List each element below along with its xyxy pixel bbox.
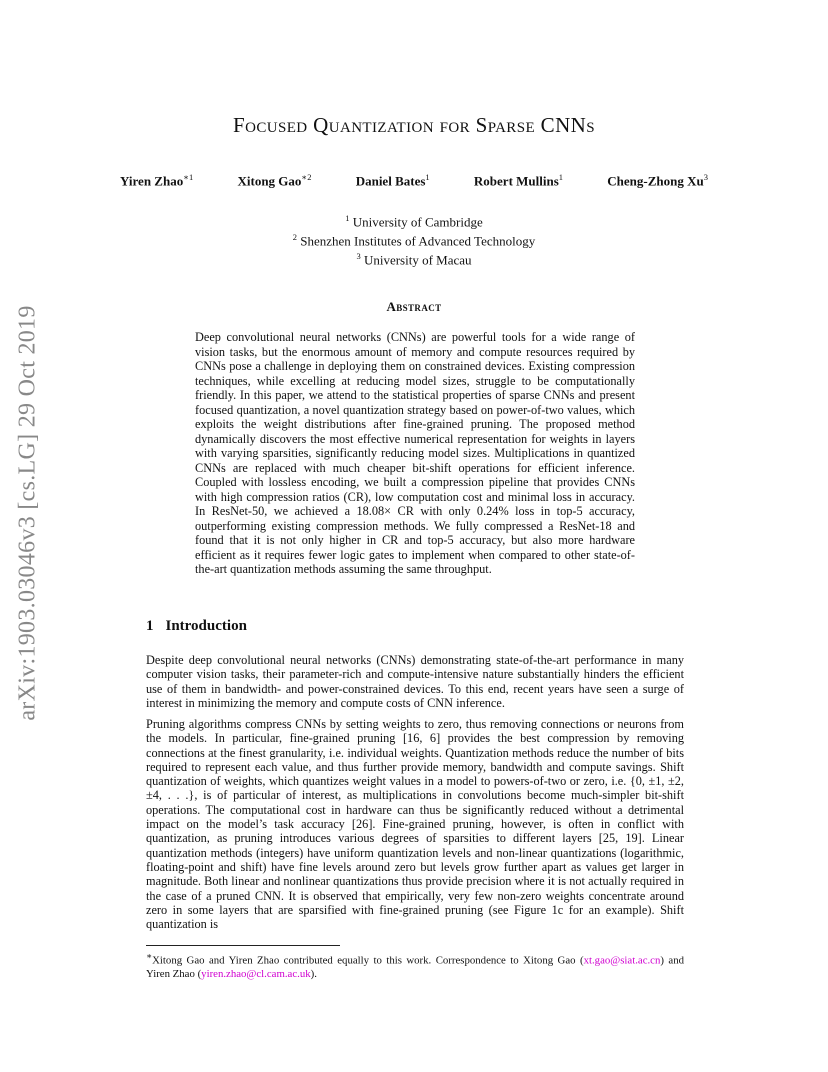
body-paragraph: Pruning algorithms compress CNNs by setting weights to zero, thus removing connections or neurons from the models. In particular, fine-grained pruning [16, 6] provides the best compression by removing connections at the finest granularity, i.e. individual weights. Quantization methods reduce the number of bits required to represent each value, and thus further provide memory, bandwidth and compute savings. Shift quantization of weights, which quantizes weight values in a model to powers-of-two or zero, i.e. {0, ±1, ±2, ±4, . . .}, is of particular of interest, as multiplications in convolutions become much-simpler bit-shift operations. The computational cost in hardware can thus be significantly reduced without a detrimental impact on the model’s task accuracy [26]. Fine-grained pruning, however, is often in conflict with quantization, as pruning introduces various degrees of sparsities to different layers [25, 19]. Linear quantization methods (integers) have uniform quantization levels and non-linear quantizations (logarithmic, floating-point and shift) have fine levels around zero but levels grow further apart as values get larger in magnitude. Both linear and nonlinear quantizations thus provide precision where it is not actually required in the case of a pruned CNN. It is observed that empirically, very few non-zero weights concentrate around zero in some layers that are sparsified with fine-grained pruning (see Figure 1c for an example). Shift quantization is bbox=[146, 717, 684, 932]
author-mark: 3 bbox=[703, 172, 708, 182]
affiliation bbox=[0, 211, 828, 230]
paper-title: Focused Quantization for Sparse CNNs bbox=[233, 113, 595, 137]
author-mark: 1 bbox=[558, 172, 564, 182]
footnote-text: Xitong Gao and Yiren Zhao contributed equally to this work. Correspondence to Xitong Gao ( bbox=[152, 954, 584, 967]
affiliation-number: 2 bbox=[292, 231, 298, 242]
footnote bbox=[146, 950, 684, 982]
author-mark: ∗2 bbox=[301, 172, 312, 182]
affiliation-number: 1 bbox=[345, 213, 350, 223]
author-name: Yiren Zhao bbox=[120, 173, 184, 189]
email-link[interactable]: xt.gao@siat.ac.cn bbox=[583, 954, 661, 967]
section-title: Introduction bbox=[165, 618, 247, 634]
footnote-text: ) and Yiren Zhao ( bbox=[146, 954, 684, 981]
section-heading bbox=[146, 618, 247, 635]
author-name: Cheng-Zhong Xu bbox=[607, 173, 704, 189]
author-mark: 1 bbox=[425, 172, 430, 182]
footnote-text: ). bbox=[310, 968, 317, 981]
author bbox=[474, 172, 563, 189]
author bbox=[356, 172, 430, 189]
author bbox=[607, 172, 708, 189]
section-number: 1 bbox=[146, 618, 154, 634]
footnote-mark: ∗ bbox=[146, 951, 153, 961]
abstract-text: Deep convolutional neural networks (CNNs) are powerful tools for a wide range of vision tasks, but the enormous amount of memory and compute resources required by CNNs pose a challenge in deploying them on constrained devices. Existing compression techniques, while excelling at reducing model sizes, struggle to be computationally friendly. In this paper, we attend to the statistical properties of sparse CNNs and present focused quantization, a novel quantization strategy based on power-of-two values, which exploits the weight distributions after fine-grained pruning. The proposed method dynamically discovers the most effective numerical representation for weights in layers with varying sparsities, significantly reducing model sizes. Multiplications in quantized CNNs are replaced with much cheaper bit-shift operations for efficient inference. Coupled with lossless encoding, we built a compression pipeline that provides CNNs with high compression ratios (CR), low computation cost and minimal loss in accuracy. In ResNet-50, we achieved a 18.08× CR with only 0.24% loss in top-5 accuracy, outperforming existing compression methods. We fully compressed a ResNet-18 and found that it is not only higher in CR and top-5 accuracy, but also more hardware efficient as it requires fewer logic gates to implement when compared to other state-of-the-art quantization methods assuming the same throughput. bbox=[195, 330, 635, 576]
author-list bbox=[120, 172, 708, 189]
abstract-heading: Abstract bbox=[386, 299, 442, 314]
affiliation-name: University of Macau bbox=[363, 251, 472, 267]
arxiv-stamp-text: arXiv:1903.03046v3 [cs.LG] 29 Oct 2019 bbox=[14, 305, 41, 721]
affiliation-name: University of Cambridge bbox=[352, 214, 483, 230]
affiliation-number: 3 bbox=[356, 250, 361, 261]
email-link[interactable]: yiren.zhao@cl.cam.ac.uk bbox=[201, 968, 311, 981]
affiliations bbox=[0, 211, 828, 267]
affiliation bbox=[0, 230, 828, 249]
affiliation-name: Shenzhen Institutes of Advanced Technology bbox=[300, 233, 536, 249]
affiliation bbox=[0, 249, 828, 268]
footnote-rule bbox=[146, 945, 340, 946]
author bbox=[120, 172, 193, 189]
arxiv-stamp bbox=[10, 290, 46, 736]
author-name: Daniel Bates bbox=[355, 173, 426, 189]
body-paragraph: Despite deep convolutional neural networks (CNNs) demonstrating state-of-the-art performance in many computer vision tasks, their parameter-rich and compute-intensive nature substantially hinders the efficient use of them in bandwidth- and power-constrained devices. To this end, recent years have seen a surge of interest in minimizing the memory and compute costs of CNN inference. bbox=[146, 653, 684, 710]
author-name: Robert Mullins bbox=[473, 173, 559, 189]
author bbox=[238, 172, 312, 189]
author-name: Xitong Gao bbox=[237, 173, 302, 189]
author-mark: ∗1 bbox=[183, 172, 194, 182]
